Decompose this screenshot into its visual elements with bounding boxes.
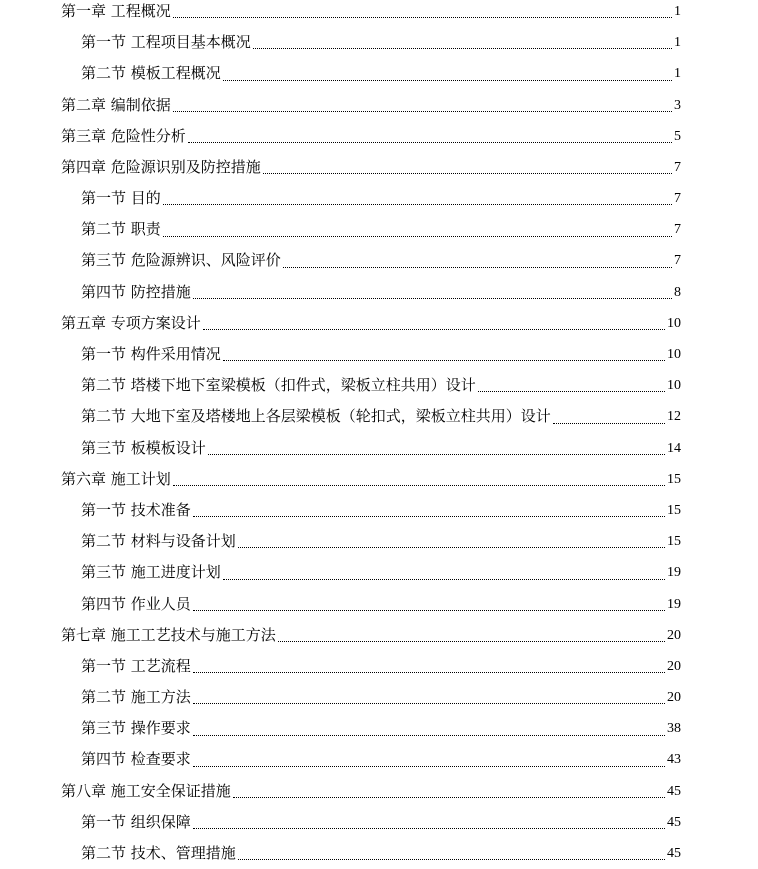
toc-entry-title: 第二节 技术、管理措施 (81, 844, 236, 863)
toc-leader-dots (193, 298, 672, 299)
toc-entry-title: 第一节 技术准备 (81, 500, 191, 519)
toc-chapter-entry[interactable] (61, 0, 681, 27)
toc-page-number: 10 (667, 315, 681, 331)
toc-entry-title: 第八章 施工安全保证措施 (61, 781, 231, 800)
toc-leader-dots (208, 454, 665, 455)
toc-entry-title: 第二节 模板工程概况 (81, 64, 221, 83)
toc-leader-dots (253, 48, 672, 49)
toc-entry-title: 第四章 危险源识别及防控措施 (61, 157, 261, 176)
toc-entry-title: 第一章 工程概况 (61, 1, 171, 20)
toc-chapter-entry[interactable] (61, 152, 681, 183)
toc-page-number: 45 (667, 846, 681, 862)
toc-page-number: 7 (674, 253, 681, 269)
toc-chapter-entry[interactable] (61, 464, 681, 495)
toc-entry-title: 第四节 检查要求 (81, 750, 191, 769)
toc-section-entry[interactable] (61, 277, 681, 308)
toc-entry-title: 第三节 操作要求 (81, 719, 191, 738)
toc-page-number: 7 (674, 191, 681, 207)
toc-page-number: 45 (667, 783, 681, 799)
toc-section-entry[interactable] (61, 433, 681, 464)
toc-chapter-entry[interactable] (61, 308, 681, 339)
toc-section-entry[interactable] (61, 589, 681, 620)
toc-leader-dots (223, 80, 672, 81)
toc-leader-dots (478, 391, 665, 392)
toc-leader-dots (193, 610, 665, 611)
toc-leader-dots (238, 859, 665, 860)
toc-entry-title: 第三节 板模板设计 (81, 438, 206, 457)
toc-entry-title: 第七章 施工工艺技术与施工方法 (61, 625, 276, 644)
toc-page-number: 8 (674, 284, 681, 300)
toc-entry-title: 第二节 大地下室及塔楼地上各层梁模板（轮扣式，梁板立柱共用）设计 (81, 407, 551, 426)
toc-section-entry[interactable] (61, 27, 681, 58)
toc-page-number: 43 (667, 752, 681, 768)
toc-entry-title: 第二节 材料与设备计划 (81, 532, 236, 551)
toc-section-entry[interactable] (61, 58, 681, 89)
toc-leader-dots (283, 267, 672, 268)
toc-section-entry[interactable] (61, 339, 681, 370)
toc-page-number: 45 (667, 814, 681, 830)
toc-leader-dots (203, 329, 665, 330)
toc-page-number: 20 (667, 627, 681, 643)
toc-page-number: 20 (667, 658, 681, 674)
toc-leader-dots (163, 236, 672, 237)
toc-page-number: 20 (667, 690, 681, 706)
toc-leader-dots (223, 360, 665, 361)
toc-section-entry[interactable] (61, 526, 681, 557)
toc-entry-title: 第一节 构件采用情况 (81, 345, 221, 364)
toc-section-entry[interactable] (61, 651, 681, 682)
toc-section-entry[interactable] (61, 183, 681, 214)
toc-section-entry[interactable] (61, 246, 681, 277)
toc-leader-dots (278, 641, 665, 642)
table-of-contents (61, 0, 681, 869)
toc-page-number: 7 (674, 222, 681, 238)
toc-entry-title: 第二节 塔楼下地下室梁模板（扣件式，梁板立柱共用）设计 (81, 376, 476, 395)
toc-leader-dots (193, 516, 665, 517)
toc-page-number: 1 (674, 66, 681, 82)
toc-page-number: 15 (667, 471, 681, 487)
toc-entry-title: 第四节 作业人员 (81, 594, 191, 613)
toc-chapter-entry[interactable] (61, 620, 681, 651)
toc-leader-dots (553, 423, 665, 424)
toc-entry-title: 第一节 工程项目基本概况 (81, 33, 251, 52)
toc-entry-title: 第二章 编制依据 (61, 95, 171, 114)
toc-page-number: 12 (667, 409, 681, 425)
toc-entry-title: 第一节 组织保障 (81, 812, 191, 831)
toc-section-entry[interactable] (61, 214, 681, 245)
toc-entry-title: 第六章 施工计划 (61, 469, 171, 488)
toc-leader-dots (263, 173, 672, 174)
toc-leader-dots (193, 672, 665, 673)
toc-page-number: 14 (667, 440, 681, 456)
toc-leader-dots (173, 17, 672, 18)
toc-section-entry[interactable] (61, 557, 681, 588)
toc-leader-dots (188, 142, 672, 143)
toc-leader-dots (173, 485, 665, 486)
toc-leader-dots (233, 797, 665, 798)
toc-section-entry[interactable] (61, 745, 681, 776)
toc-chapter-entry[interactable] (61, 121, 681, 152)
toc-section-entry[interactable] (61, 713, 681, 744)
toc-page-number: 1 (674, 35, 681, 51)
toc-entry-title: 第三章 危险性分析 (61, 126, 186, 145)
toc-page-number: 19 (667, 596, 681, 612)
toc-entry-title: 第二节 职责 (81, 220, 161, 239)
toc-page-number: 1 (674, 3, 681, 19)
toc-entry-title: 第五章 专项方案设计 (61, 313, 201, 332)
toc-section-entry[interactable] (61, 495, 681, 526)
toc-page-number: 38 (667, 721, 681, 737)
toc-page-number: 10 (667, 378, 681, 394)
toc-entry-title: 第一节 工艺流程 (81, 656, 191, 675)
toc-leader-dots (223, 579, 665, 580)
toc-page-number: 10 (667, 347, 681, 363)
toc-entry-title: 第四节 防控措施 (81, 282, 191, 301)
toc-section-entry[interactable] (61, 401, 681, 432)
toc-entry-title: 第一节 目的 (81, 189, 161, 208)
toc-page-number: 3 (674, 97, 681, 113)
toc-chapter-entry[interactable] (61, 776, 681, 807)
toc-section-entry[interactable] (61, 682, 681, 713)
toc-page-number: 19 (667, 565, 681, 581)
toc-leader-dots (238, 547, 665, 548)
toc-section-entry[interactable] (61, 370, 681, 401)
toc-leader-dots (193, 735, 665, 736)
toc-entry-title: 第三节 危险源辨识、风险评价 (81, 251, 281, 270)
toc-leader-dots (193, 828, 665, 829)
toc-entry-title: 第三节 施工进度计划 (81, 563, 221, 582)
toc-page-number: 15 (667, 534, 681, 550)
toc-entry-title: 第二节 施工方法 (81, 688, 191, 707)
toc-page-number: 5 (674, 128, 681, 144)
toc-page-number: 15 (667, 502, 681, 518)
toc-section-entry[interactable] (61, 838, 681, 869)
toc-leader-dots (193, 766, 665, 767)
toc-leader-dots (173, 111, 672, 112)
toc-chapter-entry[interactable] (61, 90, 681, 121)
toc-page-number: 7 (674, 159, 681, 175)
toc-section-entry[interactable] (61, 807, 681, 838)
toc-leader-dots (163, 204, 672, 205)
toc-leader-dots (193, 703, 665, 704)
